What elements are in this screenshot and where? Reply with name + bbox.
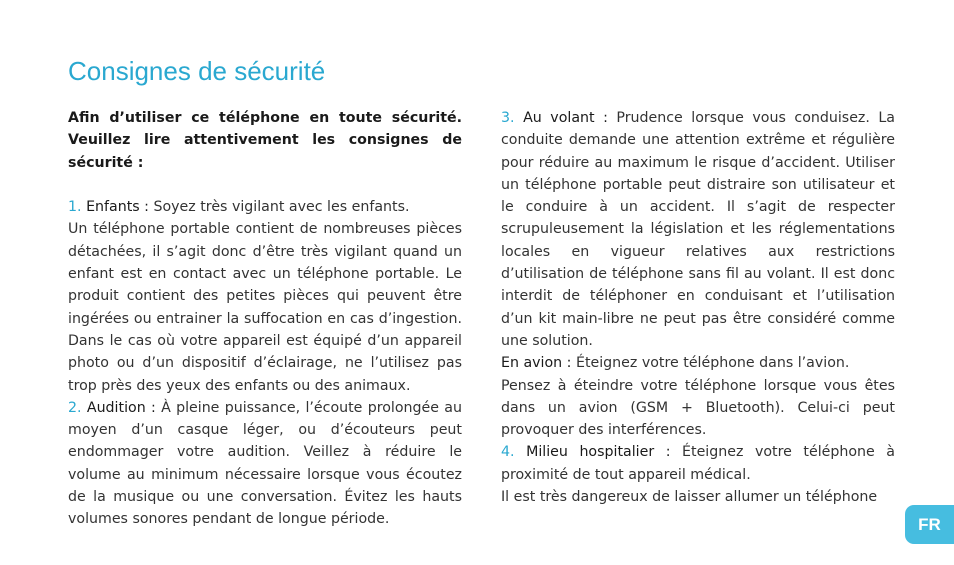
section-avion-lead	[501, 352, 895, 374]
right-column	[501, 107, 895, 508]
section-heading: Milieu hospitalier :	[526, 444, 671, 461]
section-heading: Enfants :	[86, 199, 149, 216]
section-enfants-lead	[68, 196, 462, 218]
section-avion-body: Pensez à éteindre votre téléphone lorsque vous êtes dans un avion (GSM + Bluetooth). Celui-ci peut provoquer des interférences.	[501, 377, 895, 439]
section-body-text: Éteignez votre téléphone à proximité de tout appareil médical.	[501, 444, 896, 483]
page-title: Consignes de sécurité	[68, 56, 326, 86]
section-number: 2.	[68, 399, 82, 416]
section-heading: En avion :	[501, 355, 572, 372]
section-lead-text: Éteignez votre téléphone dans l’avion.	[571, 355, 850, 372]
section-audition	[68, 397, 462, 531]
section-heading: Audition :	[86, 399, 156, 416]
section-body-text: À pleine puissance, l’écoute prolongée au moyen d’un casque léger, ou d’écouteurs peut endommager votre audition. Veillez à réduire le volume au minimum nécessaire lorsque vous écoutez de la musique ou une conversation. Évitez les hauts volumes sonores pendant de longue période.	[68, 399, 462, 528]
section-heading: Au volant :	[523, 110, 608, 126]
language-badge: FR	[905, 505, 954, 544]
section-enfants-body: Un téléphone portable contient de nombreuses pièces détachées, il s’agit donc d’être très vigilant quand un enfant est en contact avec un téléphone portable. Le produit contient des petites pièces qui peuvent être ingérées ou entrainer la suffocation en cas d’ingestion. Dans le cas où votre appareil est équipé d’un appareil photo ou d’un dispositif d’éclairage, ne l’utilisez pas trop près des yeux des enfants ou des animaux.	[68, 221, 462, 394]
section-number: 4.	[501, 444, 515, 461]
section-hospitalier	[501, 441, 895, 486]
intro-text: Afin d’utiliser ce téléphone en toute sécurité. Veuillez lire attentivement les consignes de sécurité :	[68, 110, 462, 171]
spacer	[68, 174, 462, 196]
left-column	[68, 107, 462, 531]
section-number: 3.	[501, 110, 515, 126]
section-lead-text: Soyez très vigilant avec les enfants.	[148, 199, 410, 216]
section-volant	[501, 107, 895, 352]
section-body-text: Prudence lorsque vous conduisez. La conduite demande une attention extrême et régulière pour réduire au maximum le risque d’accident. Utiliser un téléphone portable peut distraire son utilisateur et le conduire à un accident. Il s’agit de respecter scrupuleusement la législation et les réglementations locales en vigueur relatives aux restrictions d’utilisation de téléphone sans fil au volant. Il est donc interdit de téléphoner en conduisant et l’utilisation d’un kit main-libre ne peut pas être considéré comme une solution.	[501, 110, 895, 349]
section-number: 1.	[68, 199, 82, 216]
section-hospitalier-continuation: Il est très dangereux de laisser allumer un téléphone	[501, 489, 878, 506]
